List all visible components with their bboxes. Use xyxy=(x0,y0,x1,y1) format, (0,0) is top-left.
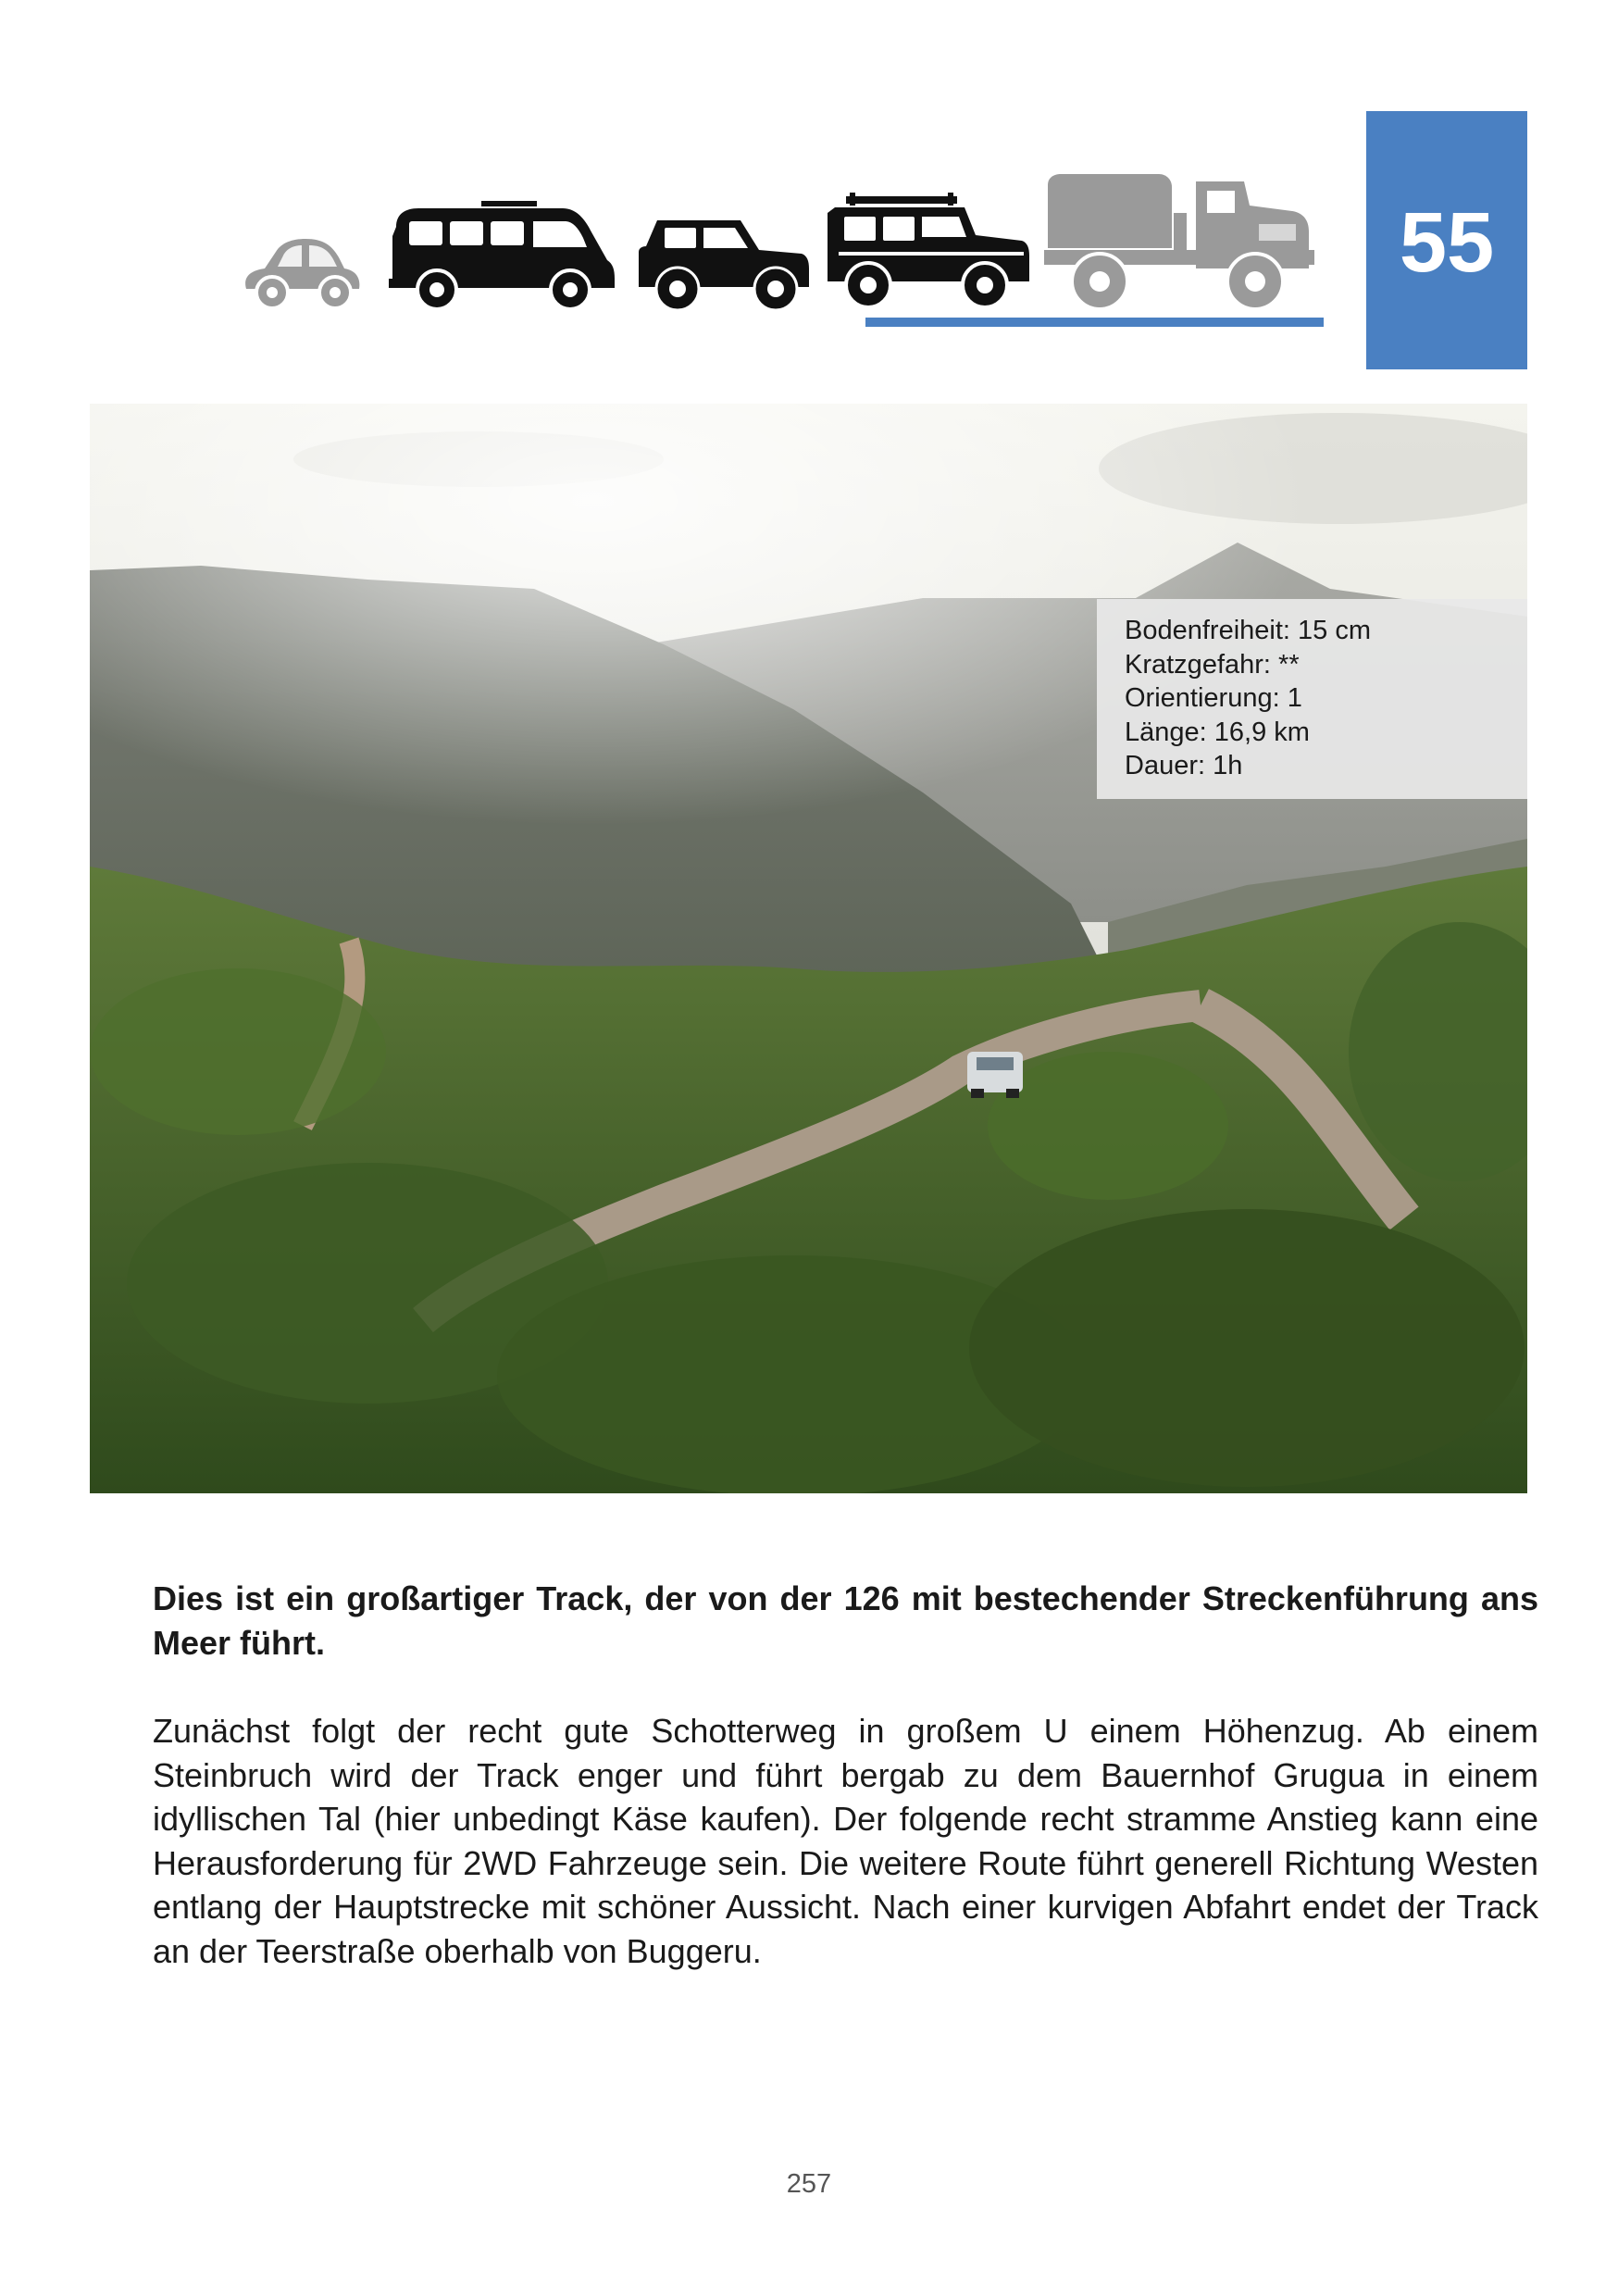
small-car-icon xyxy=(237,231,363,311)
description-paragraph: Zunächst folgt der recht gute Schotterweg in großem U einem Höhenzug. Ab einem Steinbruch wird der Track enger und führt bergab zu dem Bauernhof Grugua in einem idyllischen Tal (hier unbedingt Käse kaufen). Der folgende recht stramme Anstieg kann eine Herausforderung für 2WD Fahrzeuge sein. Die weitere Route führt generell Richtung Westen entlang der Hauptstrecke mit schöner Aussicht. Nach einer kurvigen Abfahrt endet der Track an der Teerstraße oberhalb von Buggeru. xyxy=(153,1712,1538,1970)
orientation-rating: Orientierung: 1 xyxy=(1125,683,1302,713)
page-number: 257 xyxy=(786,2169,832,2199)
track-number-badge xyxy=(1366,111,1527,369)
offroad-4x4-icon xyxy=(826,193,1031,313)
track-duration: Dauer: 1h xyxy=(1125,751,1243,780)
truck-icon xyxy=(1040,172,1318,313)
track-info-box xyxy=(1097,599,1527,799)
ground-clearance: Bodenfreiheit: 15 cm xyxy=(1125,616,1371,645)
scratch-risk: Kratzgefahr: ** xyxy=(1125,649,1300,680)
landscape-photo xyxy=(90,404,1527,1493)
small-suv-icon xyxy=(637,211,811,313)
difficulty-indicator-bar xyxy=(865,318,1324,327)
track-length: Länge: 16,9 km xyxy=(1125,717,1310,747)
van-icon xyxy=(389,199,616,312)
intro-paragraph: Dies ist ein großartiger Track, der von der 126 mit bestechender Streckenführung ans Meer führt. xyxy=(153,1579,1538,1662)
track-number: 55 xyxy=(1399,195,1495,290)
